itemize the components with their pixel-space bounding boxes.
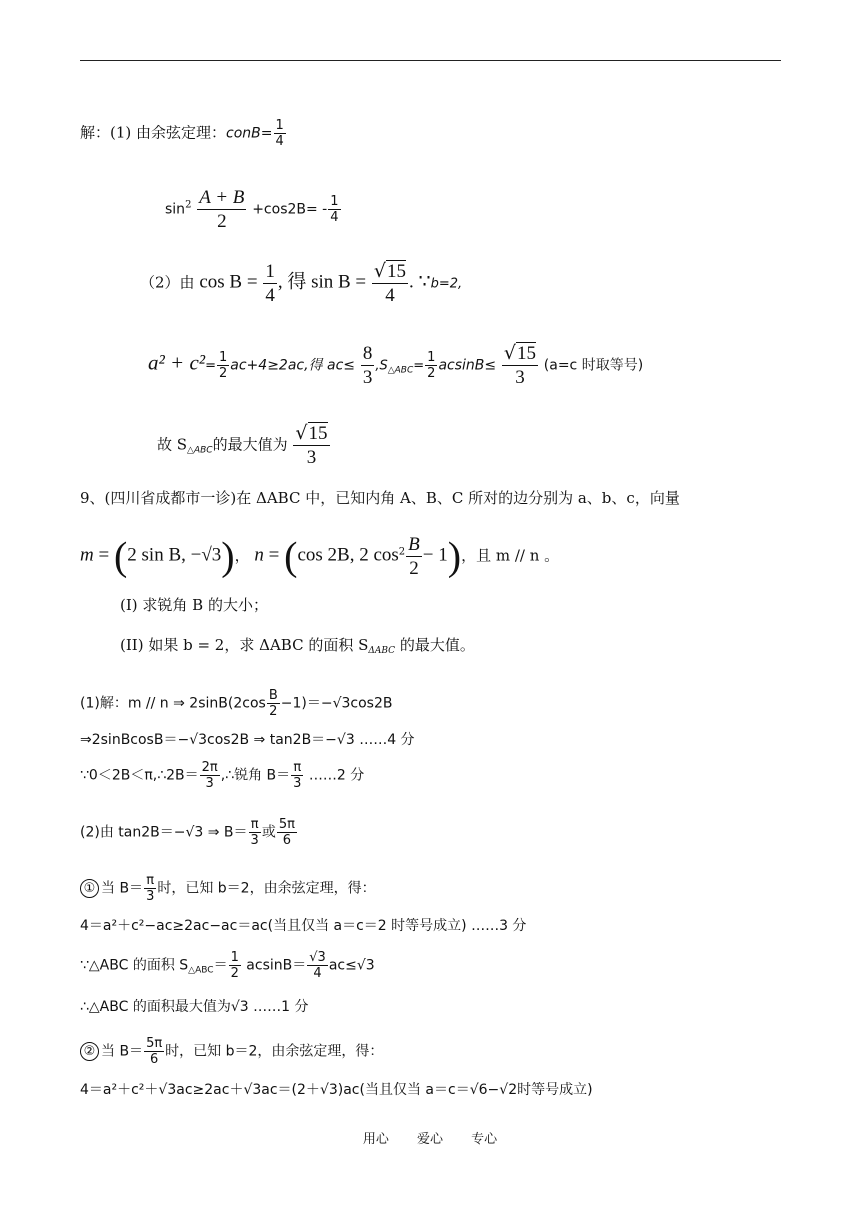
step-6: 4＝a²＋c²−ac≥2ac−ac＝ac(当且仅当 a＝c＝2 时等号成立) ……3 分 bbox=[80, 918, 527, 934]
step-4: (2)由 tan2B＝−√3 ⇒ B＝ $\frac{\pi}{3}$ 或 $\frac{5\pi}{6}$ bbox=[80, 817, 295, 848]
solution-line-5: 故 $S_{\triangle ABC}$的最大值为 $\frac{√15}{3}$ bbox=[157, 422, 328, 468]
step-9: ② 当 B＝ $\frac{5\pi}{6}$ 时，已知 b＝2，由余弦定理，得： bbox=[80, 1036, 383, 1067]
footer-text: 专心 bbox=[471, 1132, 498, 1147]
question-9-part-ii: (II) 如果 b = 2，求 ΔABC 的面积 $S_{\Delta ABC}$ 的最大值。 bbox=[120, 636, 475, 656]
question-9-text: 9、(四川省成都市一诊)在 ΔABC 中，已知内角 A、B、C 所对的边分别为 a、b、c，向量 bbox=[80, 489, 680, 507]
solution-line-3: （2）由 cos B = $\frac{1}{4}$ , 得 sin B = $\frac{√15}{4}$ . ∵b=2, bbox=[140, 260, 463, 306]
step-10: 4＝a²＋c²＋√3ac≥2ac＋√3ac＝(2＋√3)ac(当且仅当 a＝c＝√6−√2时等号成立) bbox=[80, 1082, 593, 1098]
solution-line-1: 解：(1) 由余弦定理：conB= $\frac{1}{4}$ bbox=[80, 118, 284, 149]
step-1: (1)解：m // n ⇒ 2sinB(2cos $\frac{B}{2}$ −1)＝−√3cos2B bbox=[80, 688, 393, 719]
step-3: ∵0＜2B＜π,∴2B＝ $\frac{2\pi}{3}$ ,∴锐角 B＝ $\frac{\pi}{3}$ ……2 分 bbox=[80, 760, 365, 791]
question-9-vectors: m = (2 sin B, −√3)， n = (cos 2B, 2 $\cos^2$ $\frac{B}{2}$ − 1)，且 m // n 。 bbox=[80, 533, 560, 579]
footer-text: 用心 bbox=[362, 1132, 389, 1147]
footer-text: 爱心 bbox=[416, 1132, 443, 1147]
header-rule bbox=[80, 60, 781, 61]
step-8: ∴△ABC 的面积最大值为√3 ……1 分 bbox=[80, 999, 309, 1015]
step-5: ① 当 B＝ $\frac{\pi}{3}$ 时，已知 b＝2，由余弦定理，得： bbox=[80, 873, 376, 904]
step-7: ∵△ABC 的面积 $S_{\triangle ABC}=$ $\frac{1}{2}$ acsinB＝ $\frac{√3}{4}$ ac≤√3 bbox=[80, 950, 375, 981]
page-footer bbox=[0, 1128, 860, 1147]
solution-line-4: a² + c²= $\frac{1}{2}$ ac+4≥2ac,得 ac≤ $\frac{8}{3}$ $,S_{\triangle ABC}=$ $\frac{1}{2}$ acsinB≤ $\frac{√15}{3}$ (a=c 时取等号) bbox=[148, 342, 644, 388]
circled-1-icon: ① bbox=[80, 879, 99, 898]
step-2: ⇒2sinBcosB＝−√3cos2B ⇒ tan2B＝−√3 ……4 分 bbox=[80, 732, 415, 748]
solution-line-2: $\sin^2$ $\frac{A + B}{2}$ +cos2B= - $\frac{1}{4}$ bbox=[165, 187, 339, 232]
question-9-part-i: (I) 求锐角 B 的大小； bbox=[120, 596, 268, 614]
circled-2-icon: ② bbox=[80, 1042, 99, 1061]
